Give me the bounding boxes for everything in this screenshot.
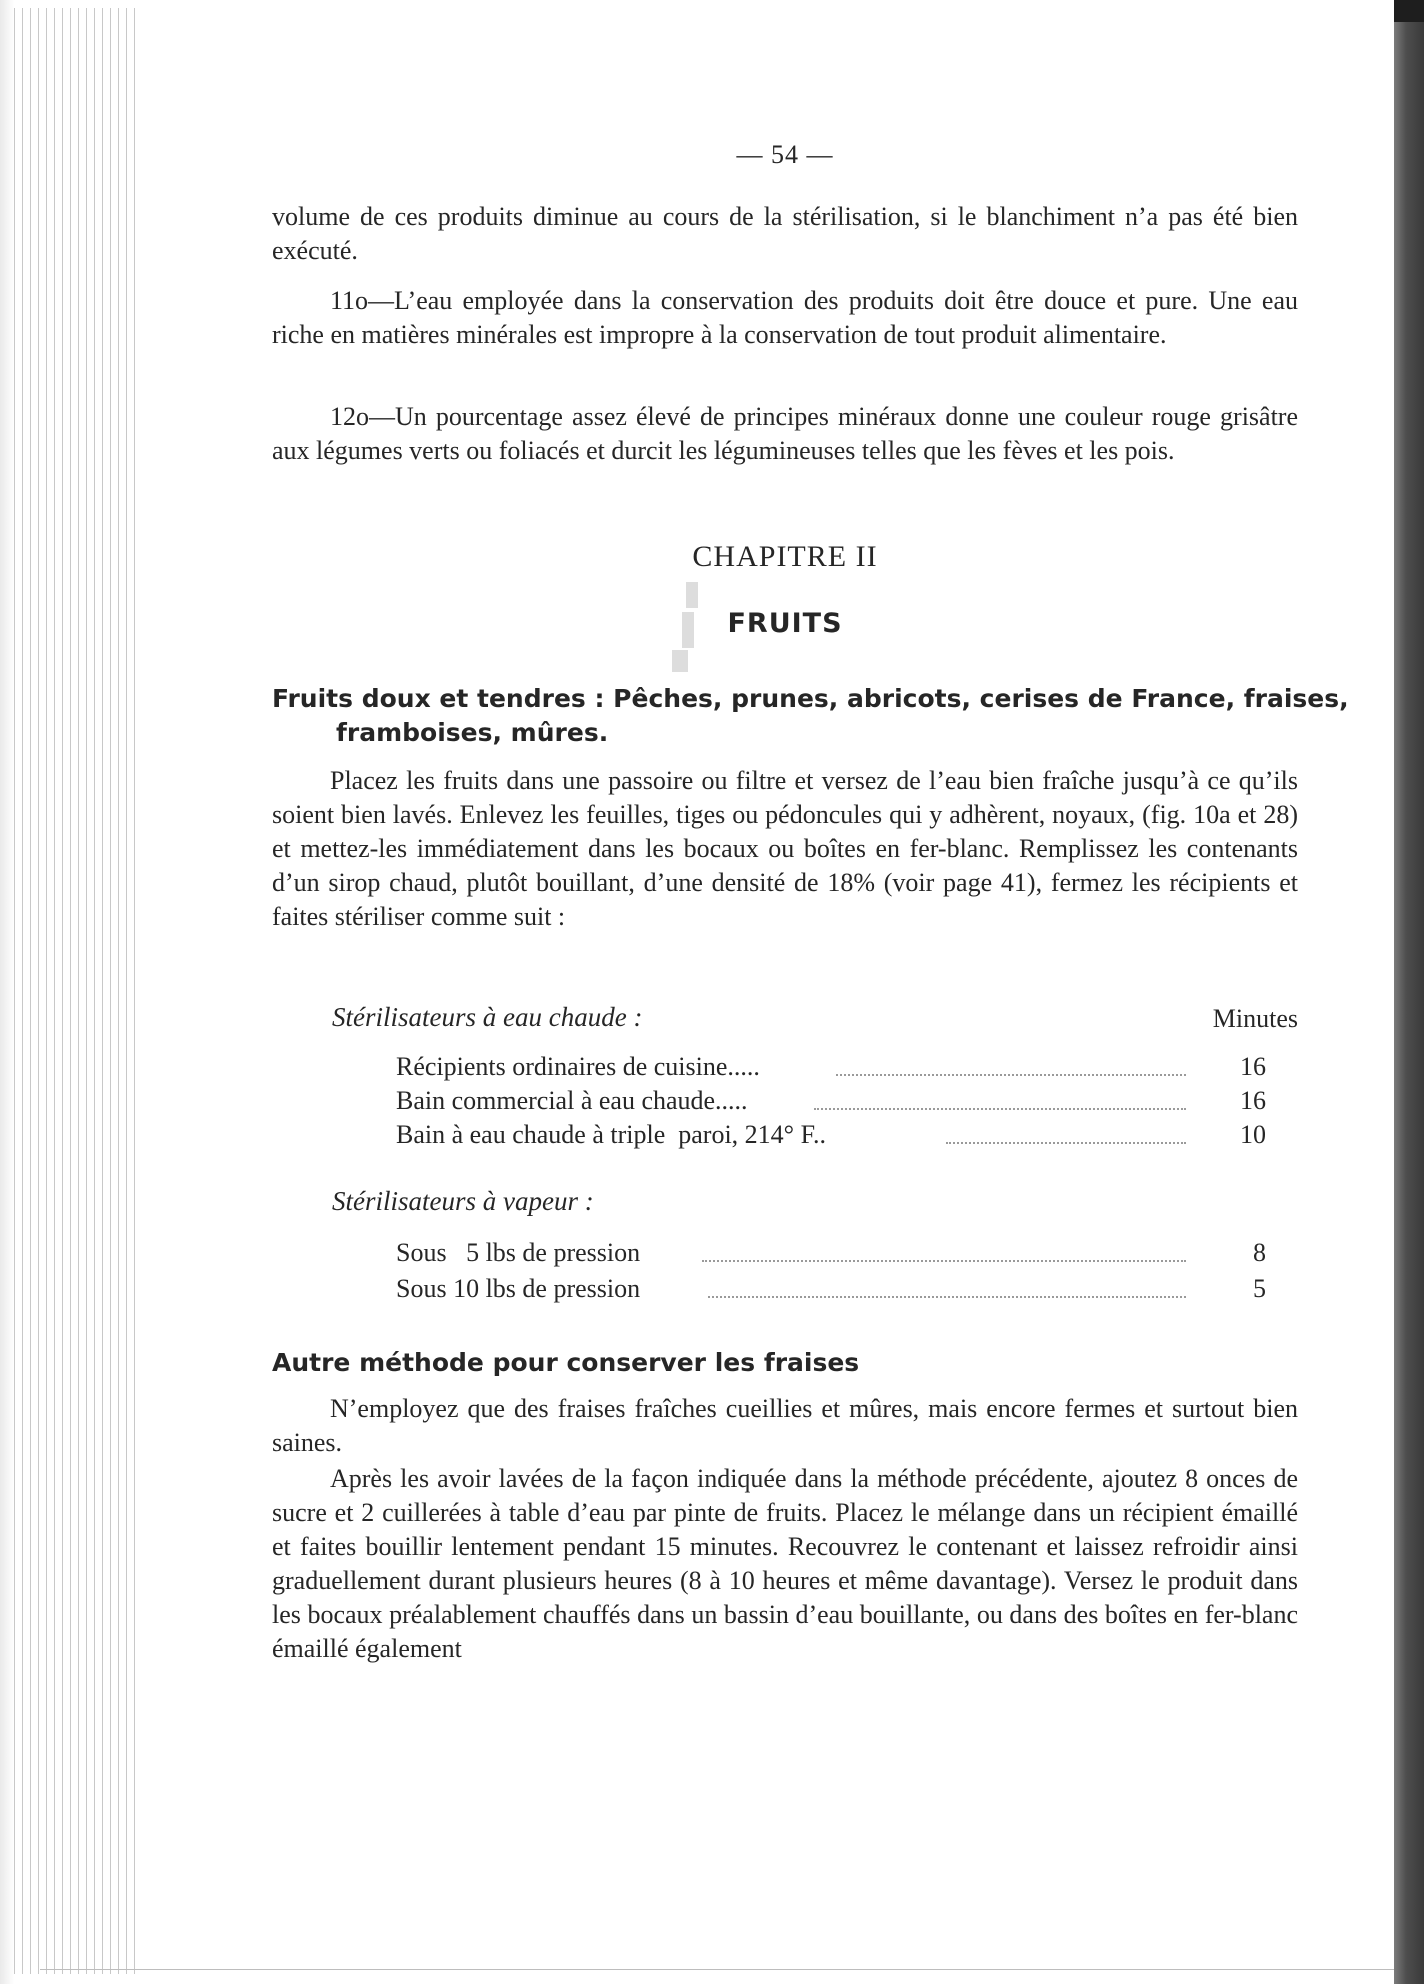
- dot-leader: [946, 1142, 1186, 1144]
- paragraph-item-12: [272, 400, 1298, 468]
- binding-strip-corner: [1394, 0, 1424, 22]
- scan-smudge: [686, 582, 698, 608]
- page-edge-line: [134, 8, 135, 1974]
- paragraph-text: Après les avoir lavées de la façon indiquée dans la méthode précédente, ajoutez 8 onces de sucre et 2 cuillerées à table d’eau par pinte de fruits. Placez le mélange dans un récipient émaillé et faites bouillir lentement pendant 15 minutes. Recouvrez le contenant et laissez refroidir ainsi graduellement durant plusieurs heures (8 à 10 heures et même davantage). Versez le produit dans les bocaux préalablement chauffés dans un bassin d’eau bouillante, ou dans des boîtes en fer-blanc émaillé également: [272, 1464, 1298, 1663]
- page-edge-line: [118, 8, 119, 1974]
- paragraph-method: [272, 764, 1298, 934]
- page-edge-line: [86, 8, 87, 1974]
- row-label: Bain commercial à eau chaude.....: [396, 1086, 748, 1115]
- page-edge-line: [30, 8, 31, 1974]
- page-edge-line: [38, 8, 39, 1974]
- page-edge-line: [126, 8, 127, 1974]
- page-edge-line: [14, 8, 15, 1974]
- table-row: [396, 1050, 1298, 1084]
- paragraph-text: 11o—L’eau employée dans la conservation des produits doit être douce et pure. Une eau riche en matières minérales est impropre à la conservation de tout produit alimentaire.: [272, 286, 1298, 349]
- page-edge-line: [94, 8, 95, 1974]
- page-edge-line: [78, 8, 79, 1974]
- paragraph-item-11: [272, 284, 1298, 352]
- paragraph-fraises-method: [272, 1462, 1298, 1666]
- table-label-hot-water: Stérilisateurs à eau chaude :: [332, 1002, 643, 1032]
- table-row: [396, 1272, 1298, 1306]
- dot-leader: [836, 1074, 1186, 1076]
- paragraph-text: Placez les fruits dans une passoire ou filtre et versez de l’eau bien fraîche jusqu’à ce qu’ils soient bien lavés. Enlevez les feuilles, tiges ou pédoncules qui y adhèrent, noyaux, (fig. 10a et 28) et mettez-les immédiatement dans les bocaux ou boîtes en fer-blanc. Remplissez les contenants d’un sirop chaud, plutôt bouillant, d’une densité de 18% (voir page 41), fermez les récipients et faites stériliser comme suit :: [272, 766, 1298, 931]
- table-row: [396, 1084, 1298, 1118]
- row-label: Bain à eau chaude à triple paroi, 214° F..: [396, 1120, 826, 1149]
- row-label: Récipients ordinaires de cuisine.....: [396, 1052, 760, 1081]
- subheading-fruits-doux: Fruits doux et tendres : Pêches, prunes, abricots, cerises de France, fraises, framboises, mûres.: [272, 684, 1349, 747]
- row-value: 16: [1240, 1086, 1266, 1115]
- chapter-title: CHAPITRE II: [692, 540, 878, 573]
- paragraph-text: volume de ces produits diminue au cours de la stérilisation, si le blanchiment n’a pas été bien exécuté.: [272, 202, 1298, 265]
- page-edge-line: [54, 8, 55, 1974]
- paragraph-continuation: [272, 200, 1298, 268]
- minutes-header: Minutes: [1212, 1004, 1298, 1033]
- page-edge-shadow: [0, 0, 14, 1984]
- page-edge-line: [110, 8, 111, 1974]
- section-title: FRUITS: [727, 608, 843, 639]
- page-content: [272, 0, 1349, 1984]
- page-edge-line: [62, 8, 63, 1974]
- dot-leader: [708, 1296, 1186, 1298]
- page-number: — 54 —: [736, 140, 834, 169]
- page-edge-line: [102, 8, 103, 1974]
- table-row: [396, 1236, 1298, 1270]
- page-edge-line: [46, 8, 47, 1974]
- paragraph-text: 12o—Un pourcentage assez élevé de principes minéraux donne une couleur rouge grisâtre aux légumes verts ou foliacés et durcit les légumineuses telles que les fèves et les pois.: [272, 402, 1298, 465]
- row-value: 5: [1253, 1274, 1266, 1303]
- scan-smudge: [672, 650, 688, 672]
- paragraph-text: N’employez que des fraises fraîches cueillies et mûres, mais encore fermes et surtout bien saines.: [272, 1394, 1298, 1457]
- binding-strip: [1394, 0, 1424, 1984]
- paragraph-fraises-intro: [272, 1392, 1298, 1460]
- row-value: 8: [1253, 1238, 1266, 1267]
- row-label: Sous 10 lbs de pression: [396, 1274, 641, 1303]
- table-label-steam: Stérilisateurs à vapeur :: [332, 1186, 594, 1216]
- subheading-autre-methode: Autre méthode pour conserver les fraises: [272, 1348, 860, 1377]
- row-label: Sous 5 lbs de pression: [396, 1238, 641, 1267]
- page-edge-line: [70, 8, 71, 1974]
- row-value: 10: [1240, 1120, 1266, 1149]
- table-row: [396, 1118, 1298, 1152]
- dot-leader: [702, 1260, 1186, 1262]
- row-value: 16: [1240, 1052, 1266, 1081]
- page-edge-line: [22, 8, 23, 1974]
- dot-leader: [814, 1108, 1186, 1110]
